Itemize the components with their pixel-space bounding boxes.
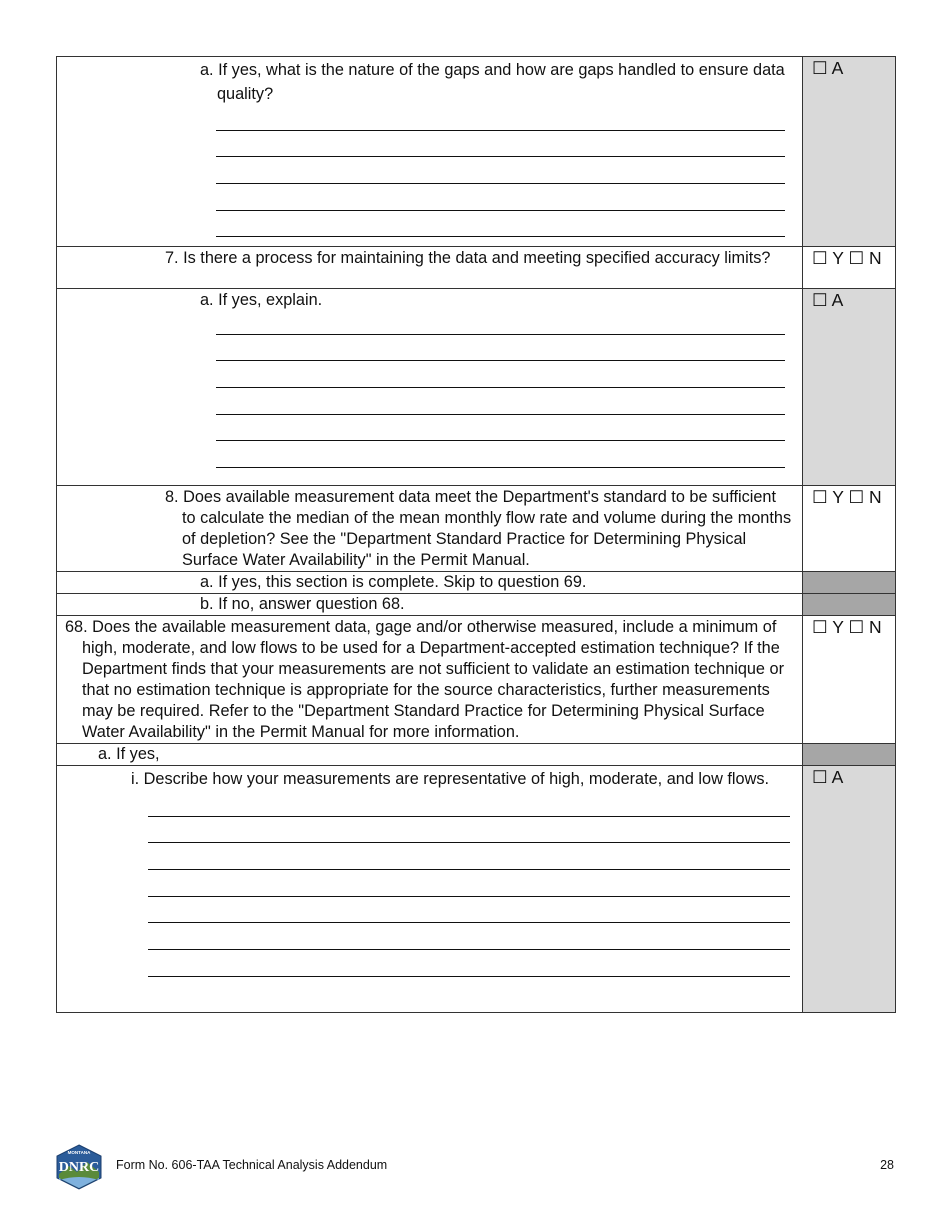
checkbox-yn-7[interactable]: ☐ Y ☐ N: [803, 247, 896, 289]
row-q8: [57, 486, 896, 572]
question-7-text: 7. Is there a process for maintaining the data and meeting specified accuracy limits?: [165, 249, 771, 267]
question-cell: [57, 572, 803, 594]
question-8b-text: b. If no, answer question 68.: [200, 595, 405, 613]
question-7a-text: a. If yes, explain.: [200, 291, 323, 309]
logo-small-text: MONTANA: [67, 1150, 91, 1155]
question-cell: [57, 289, 803, 486]
question-68-text: 68. Does the available measurement data, gage and/or otherwise measured, include a minimum of high, moderate, and low flows to be used for a Department-accepted estimation technique? If the Department finds that your measurements are not sufficient to validate an estimation technique or that no estimation technique is appropriate for the source characteristics, further measurements may be required. Refer to the "Department Standard Practice for Determining Physical Surface Water Availability" in the Permit Manual for more information.: [65, 618, 784, 741]
dnrc-logo: [55, 1144, 103, 1190]
logo-text: DNRC: [58, 1160, 100, 1175]
checkbox-a-6a[interactable]: ☐ A: [803, 57, 896, 247]
footer-form-name: Form No. 606-TAA Technical Analysis Addendum: [116, 1158, 388, 1172]
question-8a-text: a. If yes, this section is complete. Skip to question 69.: [200, 573, 587, 591]
row-q6a: [57, 57, 896, 247]
checkbox-yn-68[interactable]: ☐ Y ☐ N: [803, 616, 896, 744]
answer-lines-68ai[interactable]: [148, 790, 790, 977]
question-68a-text: a. If yes,: [98, 745, 160, 763]
form-table: [56, 56, 896, 1013]
answer-lines-6a[interactable]: [216, 104, 785, 237]
question-8-text: 8. Does available measurement data meet the Department's standard to be sufficient to calculate the median of the mean monthly flow rate and volume during the months of depletion? See the "Department Standard Practice for Determining Physical Surface Water Availability" in the Permit Manual.: [165, 488, 792, 569]
question-cell: [57, 744, 803, 766]
shaded-cell: [803, 744, 896, 766]
answer-lines-7a[interactable]: [216, 308, 785, 468]
row-q68: [57, 616, 896, 744]
shaded-cell: [803, 594, 896, 616]
row-q68ai: [57, 766, 896, 1013]
row-q8a: [57, 572, 896, 594]
question-cell: [57, 247, 803, 289]
question-cell: [57, 57, 803, 247]
page-number: 28: [880, 1158, 894, 1172]
question-cell: [57, 486, 803, 572]
row-q8b: [57, 594, 896, 616]
question-68ai-text: i. Describe how your measurements are representative of high, moderate, and low flows.: [131, 770, 769, 788]
row-q7a: [57, 289, 896, 486]
question-cell: [57, 594, 803, 616]
question-cell: [57, 766, 803, 1013]
checkbox-a-7a[interactable]: ☐ A: [803, 289, 896, 486]
question-6a-text: a. If yes, what is the nature of the gaps and how are gaps handled to ensure data quality?: [200, 61, 785, 103]
row-q68a: [57, 744, 896, 766]
checkbox-yn-8[interactable]: ☐ Y ☐ N: [803, 486, 896, 572]
shaded-cell: [803, 572, 896, 594]
row-q7: [57, 247, 896, 289]
checkbox-a-68ai[interactable]: ☐ A: [803, 766, 896, 1013]
question-cell: [57, 616, 803, 744]
